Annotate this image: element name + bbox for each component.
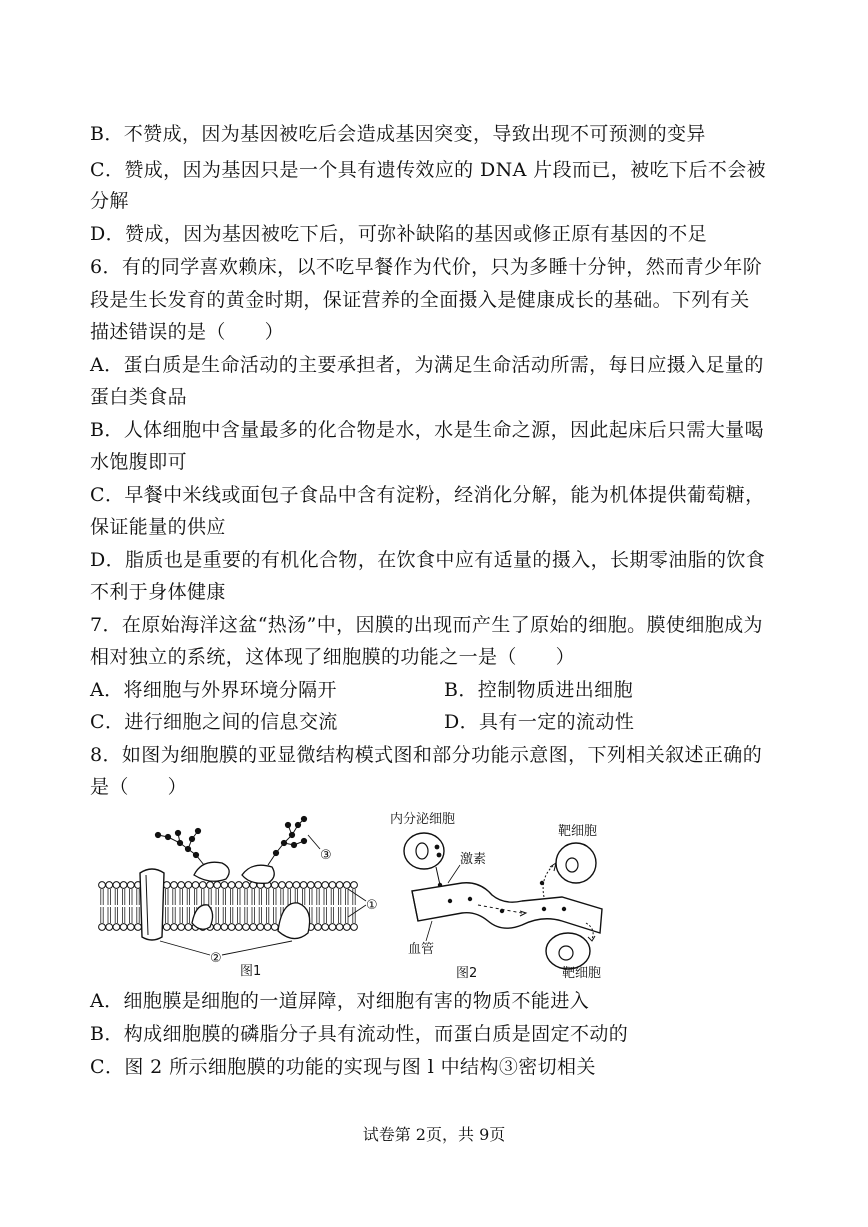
figure1-caption: 图1: [240, 964, 262, 979]
question-7-option-b: B．控制物质进出细胞: [444, 679, 633, 701]
hormone-label: 激素: [460, 852, 487, 867]
figure2-caption: 图2: [456, 966, 478, 980]
question-8-option-a: A．细胞膜是细胞的一道屏障，对细胞有害的物质不能进入: [90, 990, 590, 1012]
question-6-stem: 段是生长发育的黄金时期，保证营养的全面摄入是健康成长的基础。下列有关: [90, 289, 750, 311]
embedded-protein: [192, 905, 213, 929]
question-6-option-d: 不利于身体健康: [90, 581, 226, 603]
blood-vessel: [412, 883, 602, 933]
question-6-option-a: A．蛋白质是生命活动的主要承担者，为满足生命活动所需，每日应摄入足量的: [90, 354, 764, 376]
figure1-label-2: ②: [210, 951, 222, 966]
peripheral-protein: [194, 862, 229, 881]
question-8-stem: 是（ ）: [90, 776, 188, 798]
glycoprotein-chain: [268, 816, 307, 865]
question-7-option-c: C．进行细胞之间的信息交流: [90, 711, 338, 733]
figure1-label-3: ③: [320, 848, 332, 863]
question-6-stem: 6．有的同学喜欢赖床，以不吃早餐作为代价，只为多睡十分钟，然而青少年阶: [90, 256, 763, 278]
transmembrane-protein: [140, 869, 164, 940]
text-line: 分解: [90, 190, 129, 212]
target-cell-top-label: 靶细胞: [558, 824, 598, 839]
text-line: D．赞成，因为基因被吃下后，可弥补缺陷的基因或修正原有基因的不足: [90, 223, 708, 245]
question-7-option-d: D．具有一定的流动性: [444, 711, 635, 733]
blood-vessel-label: 血管: [408, 942, 435, 957]
hormone-signaling-diagram: [390, 811, 602, 980]
question-7-option-a: A．将细胞与外界环境分隔开: [90, 679, 337, 701]
question-6-stem: 描述错误的是（ ）: [90, 321, 285, 343]
question-6-option-a: 蛋白类食品: [90, 386, 188, 408]
text-line: B．不赞成，因为基因被吃后会造成基因突变，导致出现不可预测的变异: [90, 123, 706, 145]
question-7-stem: 7．在原始海洋这盆“热汤”中，因膜的出现而产生了原始的细胞。膜使细胞成为: [90, 614, 763, 636]
question-6-option-d: D．脂质也是重要的有机化合物，在饮食中应有适量的摄入，长期零油脂的饮食: [90, 549, 766, 571]
glycoprotein-chain: [155, 828, 204, 865]
phospholipid-heads-bottom: [99, 924, 358, 931]
endocrine-cell-label: 内分泌细胞: [390, 812, 456, 827]
embedded-protein: [278, 903, 310, 939]
question-8-figure: [92, 805, 612, 980]
page-footer: 试卷第 2页，共 9页: [362, 1125, 506, 1144]
question-6-option-c: C．早餐中米线或面包子食品中含有淀粉，经消化分解，能为机体提供葡萄糖，: [90, 484, 765, 506]
peripheral-protein: [242, 865, 274, 883]
phospholipid-tails: [101, 889, 355, 923]
question-6-option-c: 保证能量的供应: [90, 516, 226, 538]
question-7-stem: 相对独立的系统，这体现了细胞膜的功能之一是（ ）: [90, 646, 576, 668]
question-8-stem: 8．如图为细胞膜的亚显微结构模式图和部分功能示意图，下列相关叙述正确的: [90, 744, 763, 766]
figure1-label-1: ①: [366, 898, 378, 913]
question-6-option-b: B．人体细胞中含量最多的化合物是水，水是生命之源，因此起床后只需大量喝: [90, 419, 764, 441]
membrane-diagram: [99, 816, 378, 979]
question-8-option-c: C．图 2 所示细胞膜的功能的实现与图 l 中结构③密切相关: [90, 1056, 596, 1078]
question-6-option-b: 水饱腹即可: [90, 451, 188, 473]
text-line: C．赞成，因为基因只是一个具有遗传效应的 DNA 片段而已，被吃下后不会被: [90, 159, 766, 181]
target-cell-bottom-label: 靶细胞: [562, 966, 602, 980]
question-8-option-b: B．构成细胞膜的磷脂分子具有流动性，而蛋白质是固定不动的: [90, 1023, 629, 1045]
phospholipid-heads-top: [99, 882, 358, 889]
